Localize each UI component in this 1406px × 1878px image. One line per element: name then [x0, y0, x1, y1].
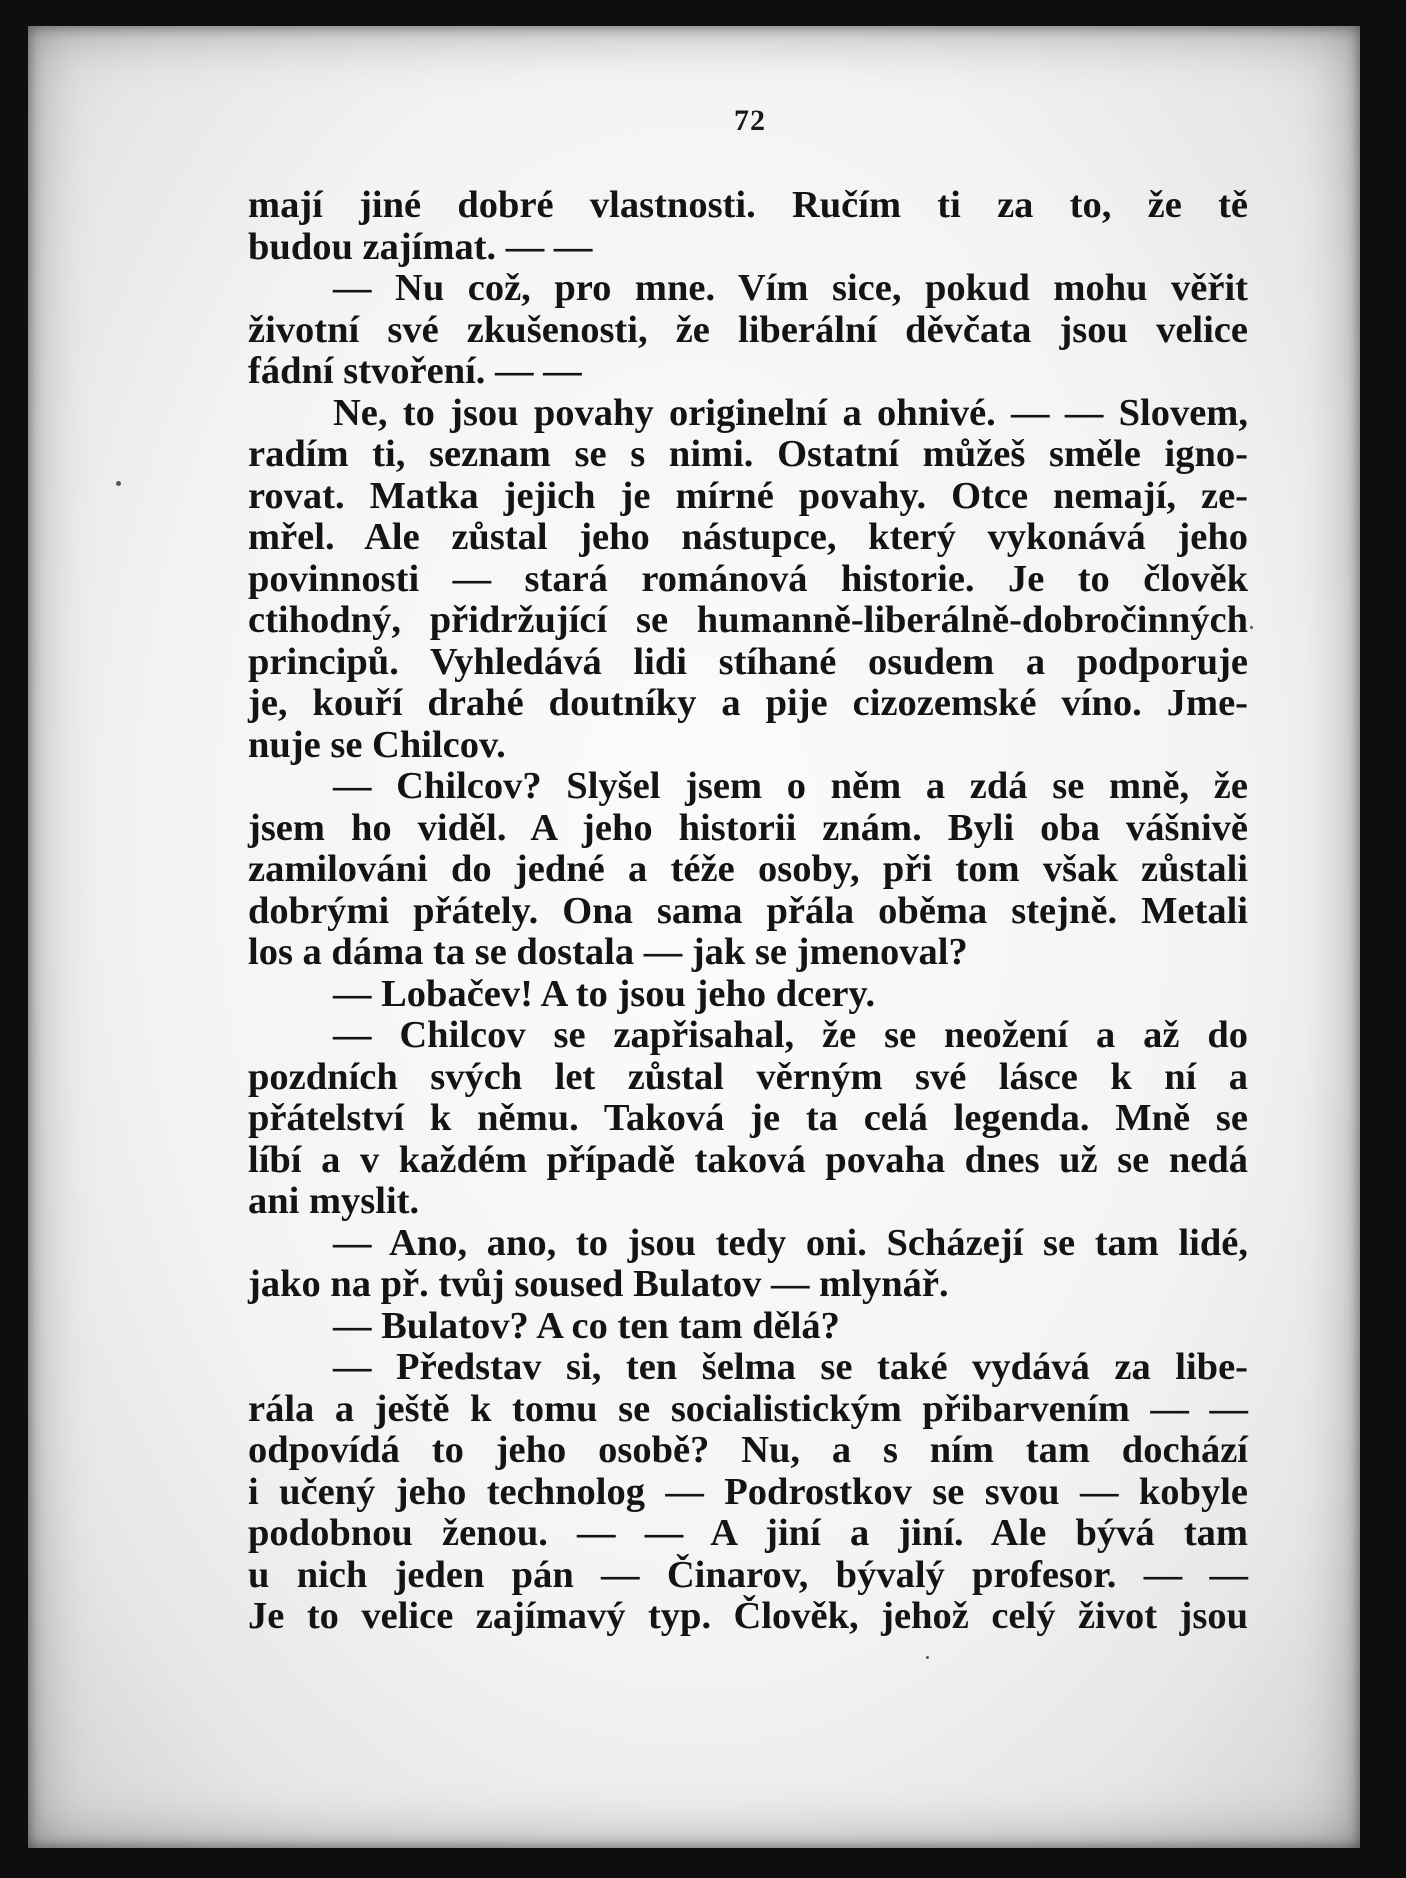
scan-speck	[926, 1656, 929, 1659]
text-line: zamilováni do jedné a téže osoby, při tom však zůstali	[248, 848, 1248, 890]
text-line: — Ano, ano, to jsou tedy oni. Scházejí se tam lidé,	[333, 1221, 1248, 1264]
text-line: rovat. Matka jejich je mírné povahy. Otce nemají, ze-	[248, 474, 1248, 517]
body-text	[248, 185, 1248, 1638]
text-line: pozdních svých let zůstal věrným své lásce k ní a	[248, 1055, 1248, 1098]
text-line: budou zajímat. — —	[248, 225, 593, 268]
text-line: u nich jeden pán — Činarov, bývalý profesor. — —	[248, 1553, 1248, 1596]
text-line: dobrými přátely. Ona sama přála oběma stejně. Metali	[248, 889, 1248, 932]
text-line: ani myslit.	[248, 1180, 420, 1222]
text-line: líbí a v každém případě taková povaha dnes už se nedá	[248, 1138, 1248, 1181]
text-line: mřel. Ale zůstal jeho nástupce, který vykonává jeho	[248, 516, 1248, 558]
text-line: — Chilcov? Slyšel jsem o něm a zdá se mně, že	[333, 765, 1248, 807]
page-number: 72	[734, 104, 766, 137]
text-line: radím ti, seznam se s nimi. Ostatní můžeš směle igno-	[248, 433, 1248, 475]
text-line: ctihodný, přidržující se humanně-liberálně-dobročinných	[248, 599, 1248, 641]
text-line: los a dáma ta se dostala — jak se jmenoval?	[248, 931, 968, 973]
text-line: životní své zkušenosti, že liberální děvčata jsou velice	[248, 308, 1248, 351]
text-line: rála a ještě k tomu se socialistickým přibarvením — —	[248, 1387, 1248, 1430]
text-line: — Bulatov? A co ten tam dělá?	[333, 1304, 840, 1347]
text-line: nuje se Chilcov.	[248, 723, 506, 766]
text-line: přátelství k němu. Taková je ta celá legenda. Mně se	[248, 1097, 1248, 1139]
text-line: — Nu což, pro mne. Vím sice, pokud mohu věřit	[333, 267, 1248, 309]
text-line: je, kouří drahé doutníky a pije cizozemské víno. Jme-	[248, 682, 1248, 724]
scan-speck	[116, 481, 121, 486]
text-line: podobnou ženou. — — A jiní a jiní. Ale bývá tam	[248, 1512, 1248, 1554]
text-line: — Chilcov se zapřisahal, že se neožení a až do	[333, 1014, 1248, 1056]
text-line: jako na př. tvůj soused Bulatov — mlynář.	[248, 1263, 949, 1305]
text-line: Ne, to jsou povahy originelní a ohnivé. — — Slovem,	[333, 391, 1248, 434]
text-line: i učený jeho technolog — Podrostkov se svou — kobyle	[248, 1470, 1248, 1513]
text-line: jsem ho viděl. A jeho historii znám. Byli oba vášnivě	[248, 806, 1248, 849]
text-line: — Lobačev! A to jsou jeho dcery.	[333, 972, 876, 1015]
text-line: povinnosti — stará románová historie. Je to člověk	[248, 557, 1248, 600]
text-line: fádní stvoření. — —	[248, 350, 582, 392]
scan-speck	[1250, 626, 1253, 629]
text-line: — Představ si, ten šelma se také vydává za libe-	[333, 1346, 1248, 1388]
text-line: mají jiné dobré vlastnosti. Ručím ti za to, že tě	[248, 184, 1248, 226]
text-line: Je to velice zajímavý typ. Člověk, jehož celý život jsou	[248, 1595, 1248, 1637]
text-line: principů. Vyhledává lidi stíhané osudem a podporuje	[248, 640, 1248, 683]
text-line: odpovídá to jeho osobě? Nu, a s ním tam dochází	[248, 1429, 1248, 1471]
